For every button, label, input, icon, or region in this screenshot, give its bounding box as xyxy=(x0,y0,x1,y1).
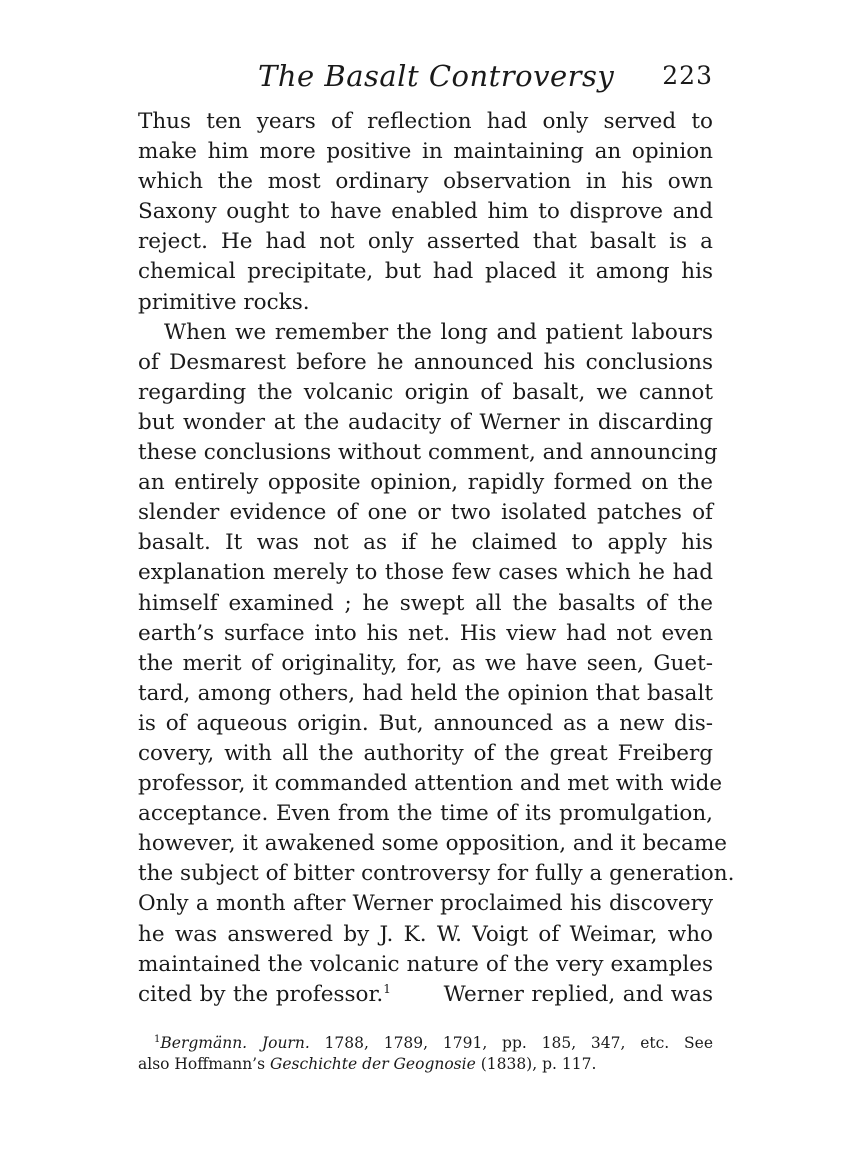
footnote xyxy=(138,1027,713,1077)
footnote-reference: 1 xyxy=(383,981,391,996)
text-line: of Desmarest before he announced his conclusions xyxy=(138,349,713,375)
text-line: acceptance. Even from the time of its promulgation, xyxy=(138,801,713,827)
body-text xyxy=(138,107,735,1010)
text-line: the merit of originality, for, as we have seen, Guet- xyxy=(138,650,713,676)
text-line: he was answered by J. K. W. Voigt of Weimar, who xyxy=(138,921,713,947)
text-line: basalt. It was not as if he claimed to apply his xyxy=(138,530,713,556)
footnote-marker: 1 xyxy=(154,1034,161,1045)
footnote-text: (1838), p. 117. xyxy=(475,1055,597,1073)
text-line: slender evidence of one or two isolated patches of xyxy=(138,500,713,526)
text-line: but wonder at the audacity of Werner in discarding xyxy=(138,409,713,435)
text-line: maintained the volcanic nature of the very examples xyxy=(138,951,713,977)
text-line: covery, with all the authority of the great Freiberg xyxy=(138,740,713,766)
text-line: Thus ten years of reflection had only served to xyxy=(138,109,713,134)
text-line: regarding the volcanic origin of basalt, we cannot xyxy=(138,379,713,405)
text-line: professor, it commanded attention and met with wide xyxy=(138,771,723,797)
footnote-line xyxy=(138,1052,713,1077)
text-line: explanation merely to those few cases which he had xyxy=(138,560,713,586)
text-line: reject. He had not only asserted that basalt is a xyxy=(138,229,713,255)
text-line-with-footnote xyxy=(138,980,713,1010)
running-title: The Basalt Controversy xyxy=(258,59,615,93)
text-line: the subject of bitter controversy for fully a generation. xyxy=(138,861,735,887)
running-head xyxy=(138,56,713,96)
journal-title: Bergmänn. Journ. xyxy=(160,1034,310,1053)
text-line: however, it awakened some opposition, and it became xyxy=(138,831,727,857)
book-title: Geschichte der Geognosie xyxy=(270,1055,476,1073)
footnote-text: also Hoffmann’s xyxy=(138,1055,270,1073)
text-line: earth’s surface into his net. His view had not even xyxy=(138,620,713,646)
text-line: is of aqueous origin. But, announced as a new dis- xyxy=(138,710,713,736)
footnote-line xyxy=(138,1027,713,1052)
text-line: which the most ordinary observation in his own xyxy=(138,169,713,195)
text-line: these conclusions without comment, and announcing xyxy=(138,440,718,466)
text-line: primitive rocks. xyxy=(138,289,310,315)
paragraph-start-line: When we remember the long and patient labours xyxy=(164,319,713,345)
text-line: tard, among others, had held the opinion that basalt xyxy=(138,680,713,706)
text-line: himself examined ; he swept all the basalts of the xyxy=(138,590,713,616)
footnote-text: 1788, 1789, 1791, pp. 185, 347, etc. See xyxy=(309,1034,713,1053)
text-line: chemical precipitate, but had placed it among his xyxy=(138,259,713,285)
text-line: Saxony ought to have enabled him to disprove and xyxy=(138,199,713,225)
text-line: Only a month after Werner proclaimed his discovery xyxy=(138,891,713,917)
text-line: make him more positive in maintaining an opinion xyxy=(138,139,713,165)
text-line: an entirely opposite opinion, rapidly formed on the xyxy=(138,470,713,496)
text-segment: Werner replied, and was xyxy=(443,981,713,1007)
text-segment: cited by the professor. xyxy=(138,981,384,1007)
page-number: 223 xyxy=(662,61,713,90)
